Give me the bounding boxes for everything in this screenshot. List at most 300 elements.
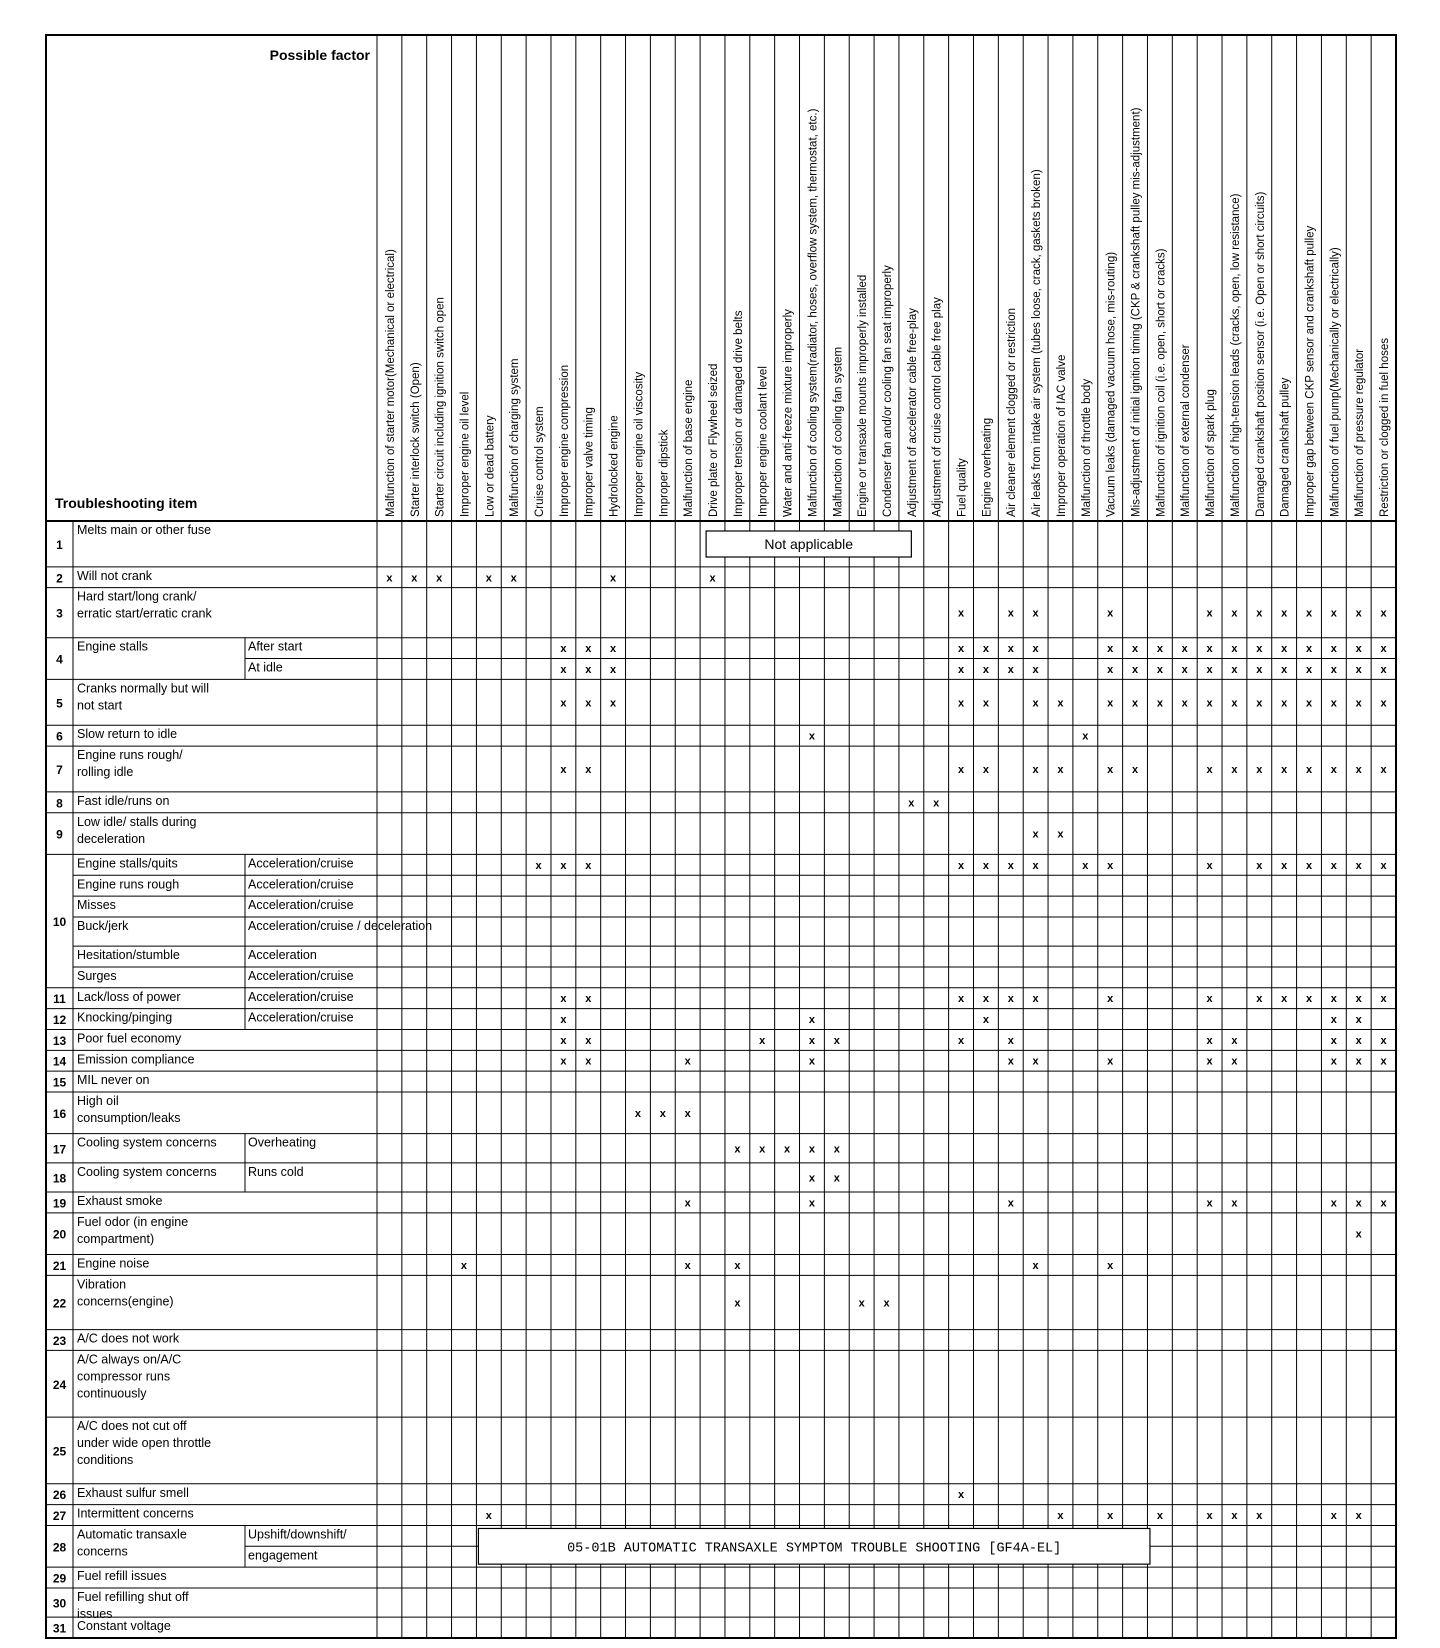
x-mark: x: [759, 1143, 766, 1156]
x-mark: x: [1380, 993, 1387, 1006]
x-mark: x: [1281, 643, 1288, 656]
x-mark: x: [1231, 1055, 1238, 1068]
x-mark: x: [1107, 1055, 1114, 1068]
troubleshooting-condition: Acceleration/cruise: [248, 898, 354, 913]
x-mark: x: [1330, 643, 1337, 656]
possible-factor-label: Possible factor: [269, 47, 370, 63]
troubleshooting-item: rolling idle: [77, 765, 134, 780]
x-mark: x: [1305, 663, 1313, 676]
x-mark: x: [585, 697, 592, 710]
x-mark: x: [585, 859, 592, 872]
troubleshooting-item: Vibration: [77, 1277, 127, 1292]
x-mark: x: [585, 1034, 592, 1047]
x-mark: x: [411, 572, 418, 585]
factor-label: Malfunction of pressure regulator: [1354, 348, 1367, 517]
x-mark: x: [1330, 1510, 1337, 1523]
x-mark: x: [957, 697, 965, 710]
factor-label: Engine or transaxle mounts improperly installed: [857, 274, 870, 517]
x-mark: x: [485, 1510, 492, 1523]
row-number: 17: [52, 1142, 67, 1157]
x-mark: x: [957, 859, 965, 872]
x-mark: x: [1057, 697, 1064, 710]
x-mark: x: [436, 572, 443, 585]
x-mark: x: [1355, 643, 1362, 656]
factor-label: Damaged crankshaft pulley: [1279, 377, 1292, 517]
factor-label: Malfunction of cooling system(radiator, hoses, overflow system, thermostat, etc.): [807, 108, 820, 517]
x-mark: x: [1206, 993, 1213, 1006]
troubleshooting-condition: Runs cold: [248, 1164, 304, 1179]
x-mark: x: [634, 1107, 642, 1120]
x-mark: x: [1032, 1259, 1039, 1272]
factor-label: Water and anti-freeze mixture improperly: [782, 309, 795, 517]
troubleshooting-item: Intermittent concerns: [77, 1506, 194, 1521]
factor-label: Drive plate or Flywheel seized: [707, 363, 720, 517]
x-mark: x: [734, 1259, 741, 1272]
row-number: 28: [52, 1540, 67, 1555]
x-mark: x: [1380, 763, 1387, 776]
x-mark: x: [684, 1107, 691, 1120]
row-number: 21: [52, 1258, 67, 1273]
overlay-boxes: [478, 531, 1150, 1564]
troubleshooting-condition: Overheating: [248, 1135, 317, 1150]
troubleshooting-condition: Acceleration/cruise: [248, 1010, 354, 1025]
x-mark: x: [610, 663, 617, 676]
x-mark: x: [1206, 697, 1213, 710]
x-mark: x: [1305, 993, 1313, 1006]
x-mark: x: [1107, 697, 1114, 710]
troubleshooting-item: Will not crank: [77, 568, 153, 583]
x-mark: x: [1131, 763, 1139, 776]
troubleshooting-item: Engine stalls/quits: [77, 856, 178, 871]
x-mark: x: [1380, 1055, 1387, 1068]
x-mark: x: [957, 643, 965, 656]
x-mark: x: [1256, 1510, 1263, 1523]
x-mark: x: [585, 993, 592, 1006]
factor-label: Improper gap between CKP sensor and crankshaft pulley: [1304, 225, 1317, 517]
troubleshooting-item: Fuel refill issues: [77, 1569, 167, 1584]
x-mark: x: [1281, 763, 1288, 776]
troubleshooting-item: High oil: [77, 1094, 119, 1109]
x-mark: x: [1231, 643, 1238, 656]
x-mark: x: [1355, 763, 1362, 776]
x-mark: x: [1007, 859, 1014, 872]
x-mark: x: [1231, 607, 1238, 620]
factor-label: Adjustment of accelerator cable free-play: [906, 307, 919, 517]
row-number: 14: [52, 1054, 67, 1069]
row-number: 18: [52, 1171, 67, 1186]
x-mark: x: [1281, 607, 1288, 620]
troubleshooting-condition: Acceleration/cruise / deceleration: [248, 918, 433, 933]
x-mark: x: [1355, 1034, 1362, 1047]
x-mark: x: [1057, 1510, 1064, 1523]
troubleshooting-item: Exhaust sulfur smell: [77, 1485, 189, 1500]
x-mark: x: [808, 1055, 816, 1068]
x-mark: x: [1206, 1510, 1213, 1523]
x-mark: x: [560, 993, 567, 1006]
row-number: 10: [52, 915, 67, 930]
troubleshooting-item: Engine stalls: [77, 639, 148, 654]
x-mark: x: [1305, 607, 1313, 620]
x-mark: x: [1355, 1014, 1362, 1027]
troubleshooting-item: Surges: [77, 968, 117, 983]
row-number: 22: [52, 1296, 67, 1311]
troubleshooting-item: Low idle/ stalls during: [77, 814, 197, 829]
x-mark: x: [1281, 859, 1288, 872]
x-mark: x: [759, 1034, 766, 1047]
row-number: 16: [52, 1106, 67, 1121]
row-number: 1: [56, 537, 63, 552]
x-mark: x: [1330, 993, 1337, 1006]
x-mark: x: [585, 763, 592, 776]
x-mark: x: [1206, 1055, 1213, 1068]
x-mark: x: [560, 643, 567, 656]
row-number: 9: [56, 827, 63, 842]
x-mark: x: [1107, 993, 1114, 1006]
x-mark: x: [1256, 763, 1263, 776]
x-mark: x: [1231, 1197, 1238, 1210]
factor-label: Cruise control system: [534, 406, 547, 517]
x-mark: x: [1305, 643, 1313, 656]
x-mark: x: [808, 1197, 816, 1210]
x-mark: x: [585, 1055, 592, 1068]
factor-label: Improper engine compression: [558, 364, 571, 517]
factor-label: Hydrolocked engine: [608, 415, 621, 517]
troubleshooting-condition: engagement: [248, 1548, 318, 1563]
troubleshooting-item: A/C does not work: [77, 1331, 180, 1346]
x-mark: x: [1231, 663, 1238, 676]
troubleshooting-item: Buck/jerk: [77, 918, 129, 933]
factor-label: Low or dead battery: [484, 415, 497, 517]
x-mark: x: [585, 643, 592, 656]
x-mark: x: [560, 697, 567, 710]
x-mark: x: [535, 859, 542, 872]
row-number: 27: [52, 1509, 67, 1524]
x-mark: x: [1355, 859, 1362, 872]
troubleshooting-item: erratic start/erratic crank: [77, 606, 212, 621]
troubleshooting-item: consumption/leaks: [77, 1111, 181, 1126]
x-mark: x: [709, 572, 716, 585]
x-mark: x: [1007, 1055, 1014, 1068]
x-mark: x: [1256, 859, 1263, 872]
row-number: 3: [56, 606, 63, 621]
x-mark: x: [684, 1197, 691, 1210]
row-number: 5: [56, 696, 63, 711]
x-mark: x: [982, 663, 989, 676]
row-number: 26: [52, 1488, 67, 1503]
factor-label: Malfunction of base engine: [683, 379, 696, 517]
x-mark: x: [957, 1489, 965, 1502]
troubleshooting-item: Emission compliance: [77, 1052, 195, 1067]
row-number: 31: [52, 1621, 67, 1636]
x-mark: x: [585, 663, 592, 676]
x-mark: x: [1032, 828, 1039, 841]
troubleshooting-item: MIL never on: [77, 1073, 150, 1088]
x-mark: x: [1281, 663, 1288, 676]
troubleshooting-item-label: Troubleshooting item: [55, 495, 198, 511]
row-number: 12: [52, 1013, 67, 1028]
row-number: 19: [52, 1196, 67, 1211]
x-mark: x: [982, 763, 989, 776]
troubleshooting-item: compressor runs: [77, 1369, 171, 1384]
x-mark: x: [1355, 697, 1362, 710]
x-mark: x: [1107, 1259, 1114, 1272]
x-mark: x: [1206, 607, 1213, 620]
troubleshooting-item: Cooling system concerns: [77, 1135, 217, 1150]
x-mark: x: [1380, 1034, 1387, 1047]
x-mark: x: [1256, 643, 1263, 656]
x-mark: x: [982, 993, 989, 1006]
troubleshooting-item: Poor fuel economy: [77, 1031, 182, 1046]
troubleshooting-item-labels: [53, 523, 432, 1636]
x-mark: x: [1305, 763, 1313, 776]
factor-label: Improper dipstick: [658, 429, 671, 517]
x-mark: x: [1057, 828, 1064, 841]
x-mark: x: [1057, 763, 1064, 776]
x-mark: x: [1156, 1510, 1163, 1523]
x-mark: x: [684, 1055, 691, 1068]
troubleshooting-item: Knocking/pinging: [77, 1010, 173, 1025]
x-mark: x: [1082, 859, 1089, 872]
x-mark: x: [1355, 993, 1362, 1006]
x-mark: x: [1181, 697, 1188, 710]
x-mark: x: [1206, 859, 1213, 872]
x-mark: x: [1007, 1034, 1014, 1047]
troubleshooting-item: Hesitation/stumble: [77, 948, 180, 963]
x-mark: x: [1181, 643, 1188, 656]
troubleshooting-condition: Acceleration/cruise: [248, 989, 354, 1004]
x-mark: x: [1032, 607, 1039, 620]
x-mark: x: [982, 643, 989, 656]
factor-label: Malfunction of cooling fan system: [832, 346, 845, 517]
x-mark: x: [1206, 663, 1213, 676]
x-mark: x: [1330, 1034, 1337, 1047]
x-mark: x: [1380, 607, 1387, 620]
x-mark: x: [510, 572, 517, 585]
x-mark: x: [1032, 643, 1039, 656]
x-mark: x: [1305, 697, 1313, 710]
troubleshooting-item: Misses: [77, 898, 116, 913]
x-mark: x: [1355, 607, 1362, 620]
row-number: 25: [52, 1444, 67, 1459]
row-number: 23: [52, 1333, 67, 1348]
troubleshooting-condition: Acceleration/cruise: [248, 968, 354, 983]
x-mark: x: [833, 1143, 840, 1156]
x-mark: x: [1082, 730, 1089, 743]
troubleshooting-item: Cranks normally but will: [77, 681, 209, 696]
x-mark: x: [1107, 763, 1114, 776]
x-mark: x: [1107, 1510, 1114, 1523]
x-mark: x: [1380, 643, 1387, 656]
troubleshooting-item: Lack/loss of power: [77, 989, 181, 1004]
x-mark: x: [808, 730, 816, 743]
troubleshooting-condition: Upshift/downshift/: [248, 1527, 347, 1542]
row-number: 30: [52, 1596, 67, 1611]
factor-label: Vacuum leaks (damaged vacuum hose, mis-routing): [1105, 251, 1118, 517]
transaxle-reference-label: 05-01B AUTOMATIC TRANSAXLE SYMPTOM TROUBLE SHOOTING [GF4A-EL]: [567, 1541, 1062, 1557]
x-mark: x: [957, 607, 965, 620]
troubleshooting-condition: Acceleration: [248, 948, 317, 963]
factor-label: Improper operation of IAC valve: [1055, 354, 1068, 517]
troubleshooting-item: Hard start/long crank/: [77, 589, 197, 604]
factor-label: Malfunction of charging system: [509, 358, 522, 517]
x-mark: x: [908, 797, 915, 810]
troubleshooting-item: compartment): [77, 1231, 155, 1246]
x-mark: x: [1330, 859, 1337, 872]
x-mark: x: [1231, 1034, 1238, 1047]
x-mark: x: [659, 1107, 666, 1120]
troubleshooting-item: under wide open throttle: [77, 1436, 212, 1451]
x-mark: x: [1206, 1034, 1213, 1047]
factor-label: Improper valve timing: [583, 407, 596, 517]
x-mark: x: [684, 1259, 691, 1272]
not-applicable-label: Not applicable: [764, 536, 854, 552]
x-mark: x: [1256, 663, 1263, 676]
factor-label: Malfunction of fuel pump(Mechanically or electrically): [1329, 247, 1342, 517]
chart-grid: [46, 35, 1396, 1638]
troubleshooting-item: Automatic transaxle: [77, 1527, 187, 1542]
factor-label: Engine overheating: [981, 417, 994, 517]
x-mark: x: [1007, 993, 1014, 1006]
troubleshooting-item: Fuel refilling shut off: [77, 1589, 189, 1604]
x-mark: x: [808, 1034, 816, 1047]
x-mark: x: [1007, 607, 1014, 620]
troubleshooting-item: issues: [77, 1606, 113, 1621]
x-mark: x: [957, 663, 965, 676]
x-mark: x: [1032, 763, 1039, 776]
x-mark: x: [808, 1014, 816, 1027]
troubleshooting-item: concerns(engine): [77, 1294, 174, 1309]
x-mark: x: [784, 1143, 791, 1156]
x-mark: x: [1131, 697, 1139, 710]
x-mark: x: [833, 1172, 840, 1185]
row-number: 2: [56, 571, 63, 586]
x-mark: x: [734, 1297, 741, 1310]
x-mark: x: [1206, 643, 1213, 656]
chart-marks: [386, 572, 1387, 1522]
troubleshooting-condition: Acceleration/cruise: [248, 877, 354, 892]
x-mark: x: [1355, 1197, 1362, 1210]
row-number: 11: [53, 992, 66, 1007]
troubleshooting-item: Fuel odor (in engine: [77, 1214, 189, 1229]
x-mark: x: [734, 1143, 741, 1156]
factor-label: Malfunction of throttle body: [1080, 378, 1093, 517]
x-mark: x: [560, 663, 567, 676]
x-mark: x: [1256, 697, 1263, 710]
row-number: 13: [52, 1033, 67, 1048]
factor-label: Mis-adjustment of initial ignition timing (CKP & crankshaft pulley mis-adjustment): [1130, 107, 1143, 517]
x-mark: x: [1007, 643, 1014, 656]
x-mark: x: [1330, 1197, 1337, 1210]
x-mark: x: [1380, 1197, 1387, 1210]
factor-label: Malfunction of starter motor(Mechanical or electrical): [384, 249, 397, 517]
x-mark: x: [1281, 993, 1288, 1006]
troubleshooting-item: Melts main or other fuse: [77, 523, 212, 537]
x-mark: x: [560, 763, 567, 776]
row-number: 7: [56, 762, 63, 777]
x-mark: x: [1330, 607, 1337, 620]
x-mark: x: [1156, 697, 1163, 710]
x-mark: x: [1107, 643, 1114, 656]
factor-label: Fuel quality: [956, 458, 969, 517]
factor-label: Malfunction of external condenser: [1180, 344, 1193, 517]
x-mark: x: [883, 1297, 890, 1310]
troubleshooting-item: A/C always on/A/C: [77, 1352, 182, 1367]
x-mark: x: [1256, 607, 1263, 620]
x-mark: x: [1281, 697, 1288, 710]
factor-label: Restriction or clogged in fuel hoses: [1379, 338, 1392, 517]
factor-label: Adjustment of cruise control cable free play: [931, 297, 944, 517]
x-mark: x: [1032, 663, 1039, 676]
troubleshooting-condition: Acceleration/cruise: [248, 856, 354, 871]
x-mark: x: [957, 763, 965, 776]
x-mark: x: [610, 697, 617, 710]
troubleshooting-item: Slow return to idle: [77, 727, 178, 742]
x-mark: x: [1231, 697, 1238, 710]
troubleshooting-item: Exhaust smoke: [77, 1194, 163, 1209]
row-number: 8: [56, 796, 63, 811]
factor-label: Malfunction of high-tension leads (cracks, open, low resistance): [1229, 193, 1242, 517]
factor-label: Improper engine oil viscosity: [633, 371, 646, 517]
factor-label: Malfunction of ignition coil (i.e. open, short or cracks): [1155, 248, 1168, 517]
troubleshooting-item: continuously: [77, 1386, 147, 1401]
factor-label: Improper tension or damaged drive belts: [732, 310, 745, 517]
x-mark: x: [1380, 859, 1387, 872]
x-mark: x: [1206, 763, 1213, 776]
troubleshooting-item: Engine noise: [77, 1256, 150, 1271]
x-mark: x: [982, 1014, 989, 1027]
row-number: 29: [52, 1571, 67, 1586]
x-mark: x: [560, 1055, 567, 1068]
x-mark: x: [1156, 663, 1163, 676]
chart-border: [46, 35, 1396, 1638]
x-mark: x: [1156, 643, 1163, 656]
x-mark: x: [460, 1259, 468, 1272]
x-mark: x: [1355, 1510, 1362, 1523]
x-mark: x: [1330, 697, 1337, 710]
factor-label: Starter circuit including ignition switch open: [434, 297, 447, 517]
x-mark: x: [1380, 663, 1387, 676]
x-mark: x: [808, 1143, 816, 1156]
x-mark: x: [1107, 859, 1114, 872]
factor-headers: [385, 107, 1391, 517]
x-mark: x: [1032, 859, 1039, 872]
factor-label: Condenser fan and/or cooling fan seat improperly: [881, 265, 894, 517]
x-mark: x: [1007, 1197, 1014, 1210]
x-mark: x: [610, 572, 617, 585]
x-mark: x: [1007, 663, 1014, 676]
x-mark: x: [1032, 697, 1039, 710]
x-mark: x: [1305, 859, 1313, 872]
x-mark: x: [982, 697, 989, 710]
x-mark: x: [1330, 1055, 1337, 1068]
x-mark: x: [933, 797, 940, 810]
x-mark: x: [808, 1172, 816, 1185]
troubleshooting-item: Fast idle/runs on: [77, 793, 170, 808]
x-mark: x: [982, 859, 989, 872]
x-mark: x: [1380, 697, 1387, 710]
x-mark: x: [1330, 1014, 1337, 1027]
row-number: 24: [52, 1377, 67, 1392]
x-mark: x: [560, 1034, 567, 1047]
x-mark: x: [858, 1297, 865, 1310]
troubleshooting-item: Engine runs rough: [77, 877, 180, 892]
troubleshooting-condition: At idle: [248, 660, 283, 675]
troubleshooting-item: conditions: [77, 1453, 134, 1468]
x-mark: x: [1256, 993, 1263, 1006]
x-mark: x: [1181, 663, 1188, 676]
factor-label: Starter interlock switch (Open): [409, 362, 422, 517]
x-mark: x: [1355, 1228, 1362, 1241]
